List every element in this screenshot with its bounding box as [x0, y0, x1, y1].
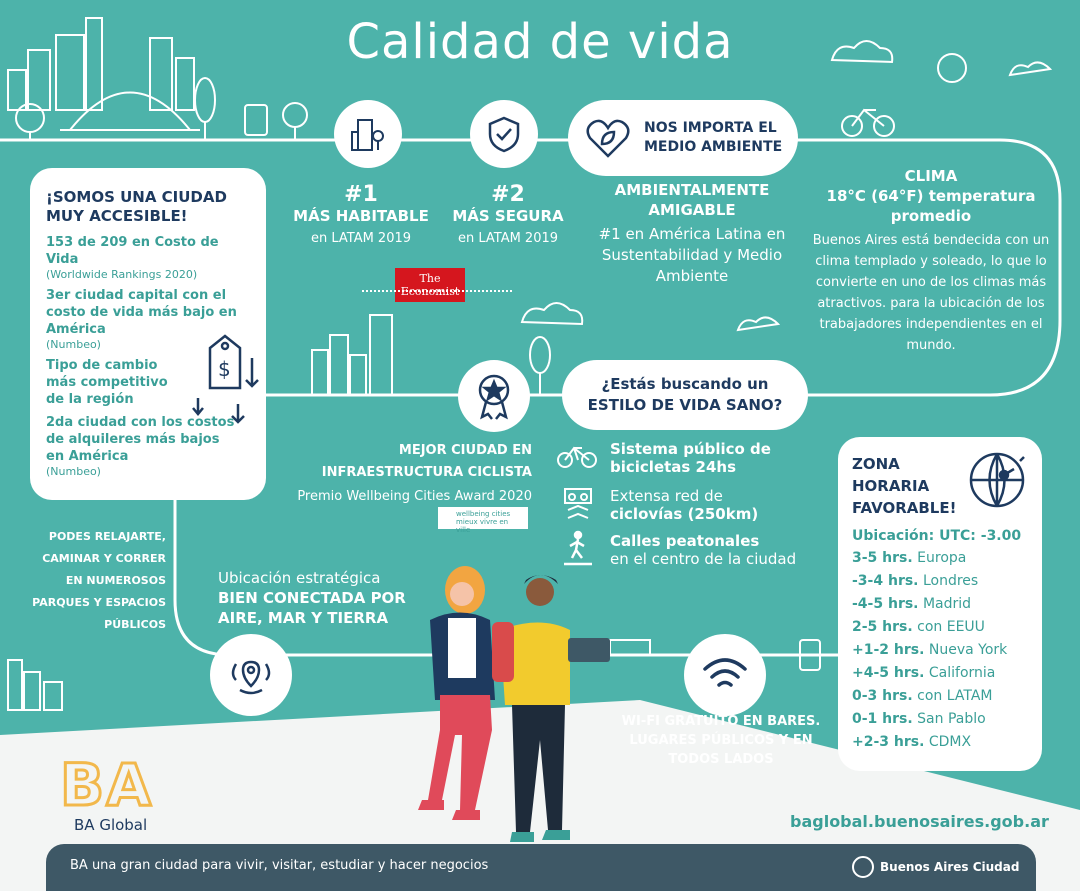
environment-block: AMBIENTALMENTE AMIGABLE #1 en América Latina en Sustentabilidad y Medio Ambiente: [598, 181, 786, 285]
wellbeing-badge: wellbeing cities mieux vivre en ville: [438, 507, 528, 529]
ba-global-logo: [60, 751, 170, 834]
timezone-row: +2-3 hrs. CDMX: [852, 734, 972, 750]
timezone-row: 2-5 hrs. con EEUU: [852, 619, 985, 635]
wifi-icon: [684, 634, 766, 716]
footer-bar: [46, 844, 1036, 891]
feature-bike-lane: Extensa red de ciclovías (250km): [610, 487, 759, 523]
environment-pill: NOS IMPORTA EL MEDIO AMBIENTE: [568, 100, 798, 176]
timezone-row: +1-2 hrs. Nueva York: [852, 642, 1008, 658]
wifi-text: WI-FI GRATUITO EN BARES. LUGARES PÚBLICOS Y EN TODOS LADOS: [621, 714, 821, 767]
footer-brand: Buenos Aires Ciudad: [852, 856, 1019, 878]
globe-clock-icon: [964, 447, 1030, 513]
bike-lane-icon: [562, 486, 594, 524]
timezone-row: -4-5 hrs. Madrid: [852, 596, 972, 612]
medal-icon: [458, 360, 530, 432]
page-title: Calidad de vida: [346, 14, 734, 70]
bike-icon: [556, 440, 600, 470]
price-tag-icon: [190, 318, 260, 428]
footer-tagline: BA una gran ciudad para vivir, visitar, estudiar y hacer negocios: [70, 858, 489, 873]
economist-divider: [362, 290, 512, 292]
timezone-row: 0-1 hrs. San Pablo: [852, 711, 986, 727]
location-block: Ubicación estratégica BIEN CONECTADA POR AIRE, MAR Y TIERRA: [218, 569, 406, 627]
timezone-card: ZONA HORARIA FAVORABLE! Ubicación: UTC: -3.00 3-5 hrs. Europa -3-4 hrs. Londres -4-5 hrs. Madrid 2-5 hrs. con EEUU +1-2 hrs. Nueva York +4-5 hrs. California 0-3 hrs. con LATAM 0-1 hrs. San Pablo +2-3 hrs. CDMX: [838, 437, 1042, 771]
timezone-row: -3-4 hrs. Londres: [852, 573, 979, 589]
ba-logo-mark: BA: [60, 751, 154, 819]
accessible-heading: ¡SOMOS UNA CIUDAD MUY ACCESIBLE!: [46, 188, 227, 225]
climate-block: CLIMA 18°C (64°F) temperatura promedio Buenos Aires está bendecida con un clima templado y soleado, lo que lo convierte en uno de los climas más atractivos. para la ubicación de los trabajadores independientes en el mundo.: [812, 167, 1050, 353]
feature-bike: Sistema público de bicicletas 24hs: [610, 440, 771, 476]
accessible-card: [30, 168, 266, 500]
website-link[interactable]: baglobal.buenosaires.gob.ar: [790, 812, 1049, 831]
cycling-block: MEJOR CIUDAD EN INFRAESTRUCTURA CICLISTA Premio Wellbeing Cities Award 2020: [297, 443, 532, 504]
rank2-block: #2 MÁS SEGURA en LATAM 2019: [452, 182, 564, 246]
svg-text:$: $: [218, 357, 231, 381]
accessible-item: 3er ciudad capital con el costo de vida más bajo en América (Numbeo): [46, 288, 237, 351]
accessible-item: 153 de 209 en Costo de Vida (Worldwide Rankings 2020): [46, 235, 219, 281]
economist-logo: The Economist: [395, 268, 465, 302]
heart-leaf-icon: [580, 110, 636, 166]
rank1-block: #1 MÁS HABITABLE en LATAM 2019: [293, 182, 429, 246]
timezone-row: 0-3 hrs. con LATAM: [852, 688, 993, 704]
accessible-item: 2da ciudad con los costos de alquileres más bajos en América (Numbeo): [46, 415, 235, 478]
healthy-pill: ¿Estás buscando un ESTILO DE VIDA SANO?: [562, 360, 808, 430]
timezone-row: 3-5 hrs. Europa: [852, 550, 967, 566]
city-seal-icon: [852, 856, 874, 878]
people-illustration: [400, 560, 620, 850]
building-icon: [334, 100, 402, 168]
shield-icon: [470, 100, 538, 168]
feature-pedestrian: Calles peatonales en el centro de la ciudad: [610, 532, 797, 568]
accessible-item: Tipo de cambio más competitivo de la región: [46, 358, 168, 407]
timezone-row: +4-5 hrs. California: [852, 665, 996, 681]
ba-logo-name: BA Global: [74, 816, 148, 834]
parks-text: PODES RELAJARTE, CAMINAR Y CORRER EN NUMEROSOS PARQUES Y ESPACIOS PÚBLICOS: [32, 530, 166, 631]
location-pin-icon: [210, 634, 292, 716]
